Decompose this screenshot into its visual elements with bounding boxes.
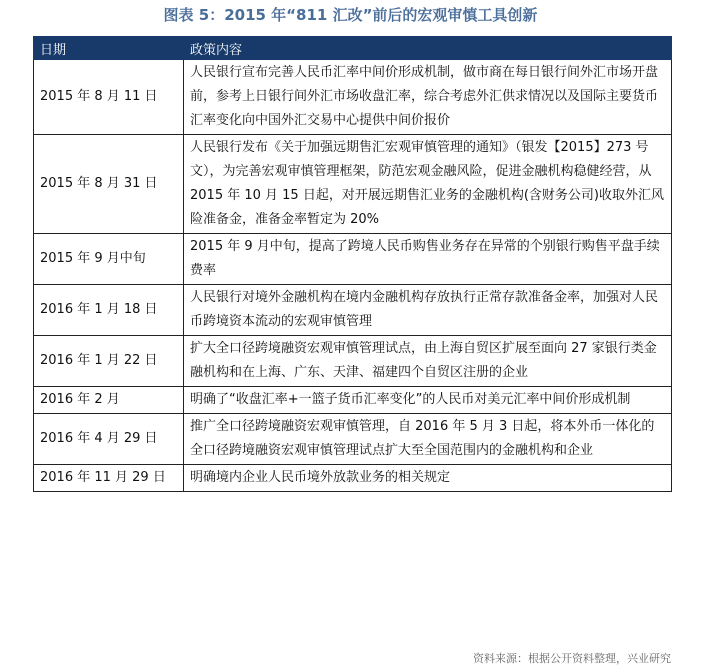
table-row	[34, 285, 672, 336]
row-date: 2016 年 2 月	[34, 387, 184, 414]
table-row	[34, 60, 672, 135]
column-header-policy: 政策内容	[184, 37, 672, 60]
row-policy-content: 推广全口径跨境融资宏观审慎管理，自 2016 年 5 月 3 日起，将本外币一体化的全口径跨境融资宏观审慎管理试点扩大至全国范围内的金融机构和企业	[184, 414, 672, 465]
table-header-row	[34, 37, 672, 60]
row-date: 2015 年 8 月 31 日	[34, 135, 184, 234]
row-date: 2015 年 8 月 11 日	[34, 60, 184, 135]
figure-title: 图表 5：2015 年“811 汇改”前后的宏观审慎工具创新	[163, 6, 538, 24]
table-row	[34, 465, 672, 492]
row-policy-content: 人民银行发布《关于加强远期售汇宏观审慎管理的通知》（银发【2015】273 号文），为完善宏观审慎管理框架，防范宏观金融风险，促进金融机构稳健经营，从 2015 年 10 月 15 日起，对开展远期售汇业务的金融机构(含财务公司)收取外汇风险准备金，准备金率暂定为 20%	[184, 135, 672, 234]
table-row	[34, 414, 672, 465]
row-date: 2016 年 1 月 18 日	[34, 285, 184, 336]
source-note: 资料来源：根据公开资料整理，兴业研究	[473, 652, 671, 665]
row-policy-content: 扩大全口径跨境融资宏观审慎管理试点，由上海自贸区扩展至面向 27 家银行类金融机构和在上海、广东、天津、福建四个自贸区注册的企业	[184, 336, 672, 387]
table-row	[34, 135, 672, 234]
table-row	[34, 387, 672, 414]
row-policy-content: 2015 年 9 月中旬，提高了跨境人民币购售业务存在异常的个别银行购售平盘手续费率	[184, 234, 672, 285]
table-row	[34, 234, 672, 285]
row-policy-content: 人民银行宣布完善人民币汇率中间价形成机制，做市商在每日银行间外汇市场开盘前，参考上日银行间外汇市场收盘汇率，综合考虑外汇供求情况以及国际主要货币汇率变化向中国外汇交易中心提供中间价报价	[184, 60, 672, 135]
row-date: 2016 年 1 月 22 日	[34, 336, 184, 387]
table-row	[34, 336, 672, 387]
row-policy-content: 人民银行对境外金融机构在境内金融机构存放执行正常存款准备金率，加强对人民币跨境资本流动的宏观审慎管理	[184, 285, 672, 336]
row-date: 2016 年 4 月 29 日	[34, 414, 184, 465]
row-policy-content: 明确了“收盘汇率+一篮子货币汇率变化”的人民币对美元汇率中间价形成机制	[184, 387, 672, 414]
column-header-date: 日期	[34, 37, 184, 60]
row-date: 2015 年 9 月中旬	[34, 234, 184, 285]
row-policy-content: 明确境内企业人民币境外放款业务的相关规定	[184, 465, 672, 492]
policy-table	[33, 36, 672, 492]
row-date: 2016 年 11 月 29 日	[34, 465, 184, 492]
